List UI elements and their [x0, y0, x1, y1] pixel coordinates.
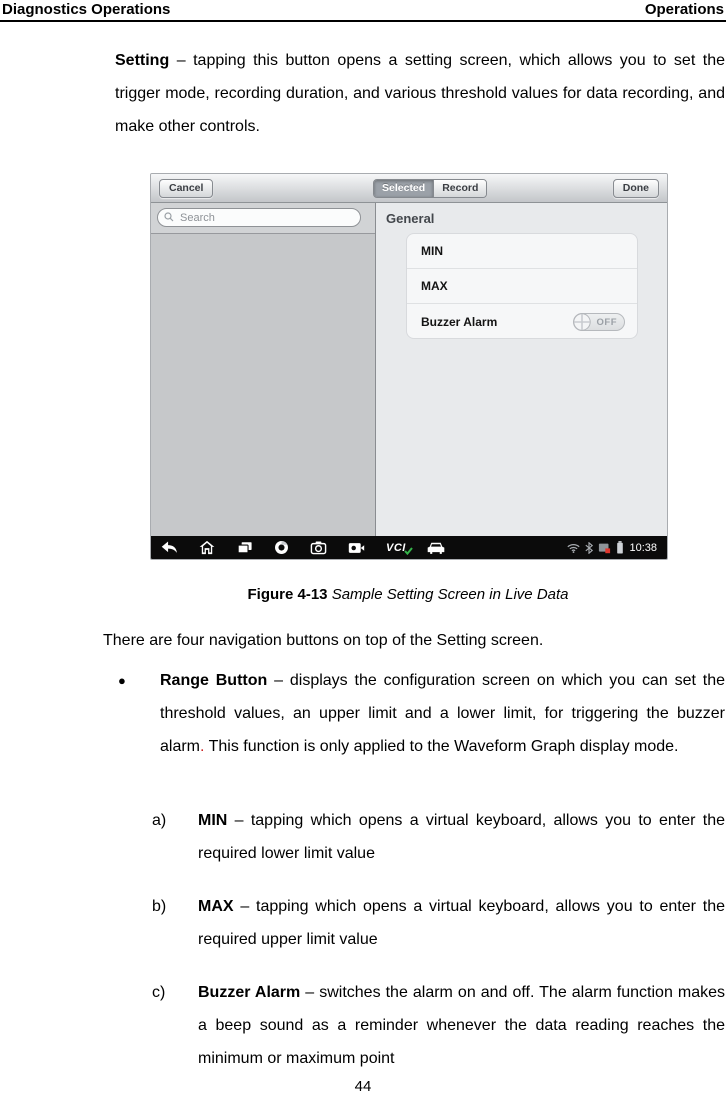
settings-row-min[interactable] — [407, 234, 637, 269]
selected-record-segmented-control — [373, 179, 487, 198]
status-time: 10:38 — [629, 541, 657, 554]
status-right-cluster — [567, 541, 657, 554]
item-max-text — [198, 890, 725, 956]
range-button-bullet — [118, 664, 725, 763]
item-buzzer-text — [198, 976, 725, 1075]
item-letter-a: a) — [152, 812, 167, 829]
figure-caption — [90, 586, 726, 603]
min-row-label: MIN — [421, 244, 443, 258]
setting-screen-figure — [150, 173, 668, 560]
list-item-min — [152, 804, 725, 870]
range-body-1: displays the configuration screen on which you can set the threshold values, an upper limit and a lower limit, for triggering the buzzer alarm — [160, 672, 726, 755]
nav-note-paragraph: There are four navigation buttons on top of the Setting screen. — [103, 632, 544, 649]
recents-icon[interactable] — [236, 540, 253, 555]
range-button-lead: Range Button — [160, 672, 268, 689]
figure-body — [151, 203, 667, 538]
back-icon[interactable] — [161, 540, 178, 555]
page-number: 44 — [354, 1078, 372, 1095]
buzzer-alarm-row-label: Buzzer Alarm — [421, 315, 498, 329]
browser-icon[interactable] — [274, 540, 289, 555]
intro-paragraph — [115, 44, 725, 143]
list-item-buzzer-alarm — [152, 976, 725, 1075]
item-min-lead: MIN — [198, 812, 228, 829]
settings-card — [406, 233, 638, 339]
buzzer-alarm-toggle[interactable] — [573, 313, 625, 331]
range-button-text — [160, 664, 725, 763]
toggle-state-label: OFF — [596, 316, 617, 328]
vci-check-icon — [404, 547, 413, 555]
item-min-separator: – — [227, 812, 251, 829]
general-settings-panel — [376, 203, 667, 538]
cancel-button[interactable]: Cancel — [159, 179, 213, 198]
settings-row-max[interactable] — [407, 269, 637, 304]
header-left-title: Diagnostics Operations — [2, 1, 171, 18]
max-row-label: MAX — [421, 279, 448, 293]
list-item-max — [152, 890, 725, 956]
figure-status-bar — [151, 536, 667, 559]
intro-separator: – — [169, 52, 194, 69]
screenshot-icon[interactable] — [348, 541, 365, 555]
settings-row-buzzer-alarm — [407, 304, 637, 339]
item-min-body: tapping which opens a virtual keyboard, allows you to enter the required lower limit value — [198, 812, 725, 862]
tab-selected[interactable]: Selected — [374, 180, 433, 197]
home-icon[interactable] — [199, 540, 215, 555]
search-icon — [164, 212, 174, 222]
range-body-2: This function is only applied to the Waveform Graph display mode. — [204, 738, 679, 755]
tab-record[interactable]: Record — [433, 180, 486, 197]
done-button[interactable]: Done — [613, 179, 659, 198]
item-buzzer-body: switches the alarm on and off. The alarm function makes a beep sound as a reminder whenever the data reading reaches the minimum or maximum point — [198, 984, 726, 1067]
bluetooth-icon — [585, 542, 593, 554]
item-buzzer-lead: Buzzer Alarm — [198, 984, 301, 1001]
parameter-list-panel — [151, 203, 376, 538]
figure-toolbar — [151, 174, 667, 203]
header-right-title: Operations — [644, 1, 724, 18]
section-title-general: General — [386, 211, 435, 226]
item-min-text — [198, 804, 725, 870]
search-input[interactable] — [157, 208, 361, 227]
bullet-marker: ● — [118, 673, 126, 688]
range-separator: – — [267, 672, 290, 689]
item-max-separator: – — [233, 898, 257, 915]
toggle-knob — [573, 313, 591, 331]
figure-caption-title: Sample Setting Screen in Live Data — [327, 586, 569, 603]
wifi-icon — [567, 543, 580, 553]
item-letter-b: b) — [152, 898, 167, 915]
item-buzzer-separator: – — [300, 984, 320, 1001]
car-icon[interactable] — [427, 541, 445, 555]
screenshot-notification-icon — [598, 542, 611, 554]
search-strip — [151, 203, 375, 234]
item-max-lead: MAX — [198, 898, 234, 915]
intro-body: tapping this button opens a setting screen, which allows you to set the trigger mode, recording duration, and various threshold values for data recording, and make other controls. — [115, 52, 725, 135]
battery-icon — [616, 541, 624, 554]
vci-indicator[interactable] — [386, 542, 406, 554]
item-letter-c: c) — [152, 984, 166, 1001]
vci-label: VCI — [386, 541, 406, 554]
red-period: . — [200, 738, 205, 755]
intro-lead: Setting — [115, 52, 170, 69]
document-header — [0, 0, 726, 22]
figure-caption-number: Figure 4-13 — [247, 586, 328, 603]
camera-icon[interactable] — [310, 540, 327, 555]
empty-list-area — [151, 234, 375, 537]
item-max-body: tapping which opens a virtual keyboard, allows you to enter the required upper limit value — [198, 898, 725, 948]
